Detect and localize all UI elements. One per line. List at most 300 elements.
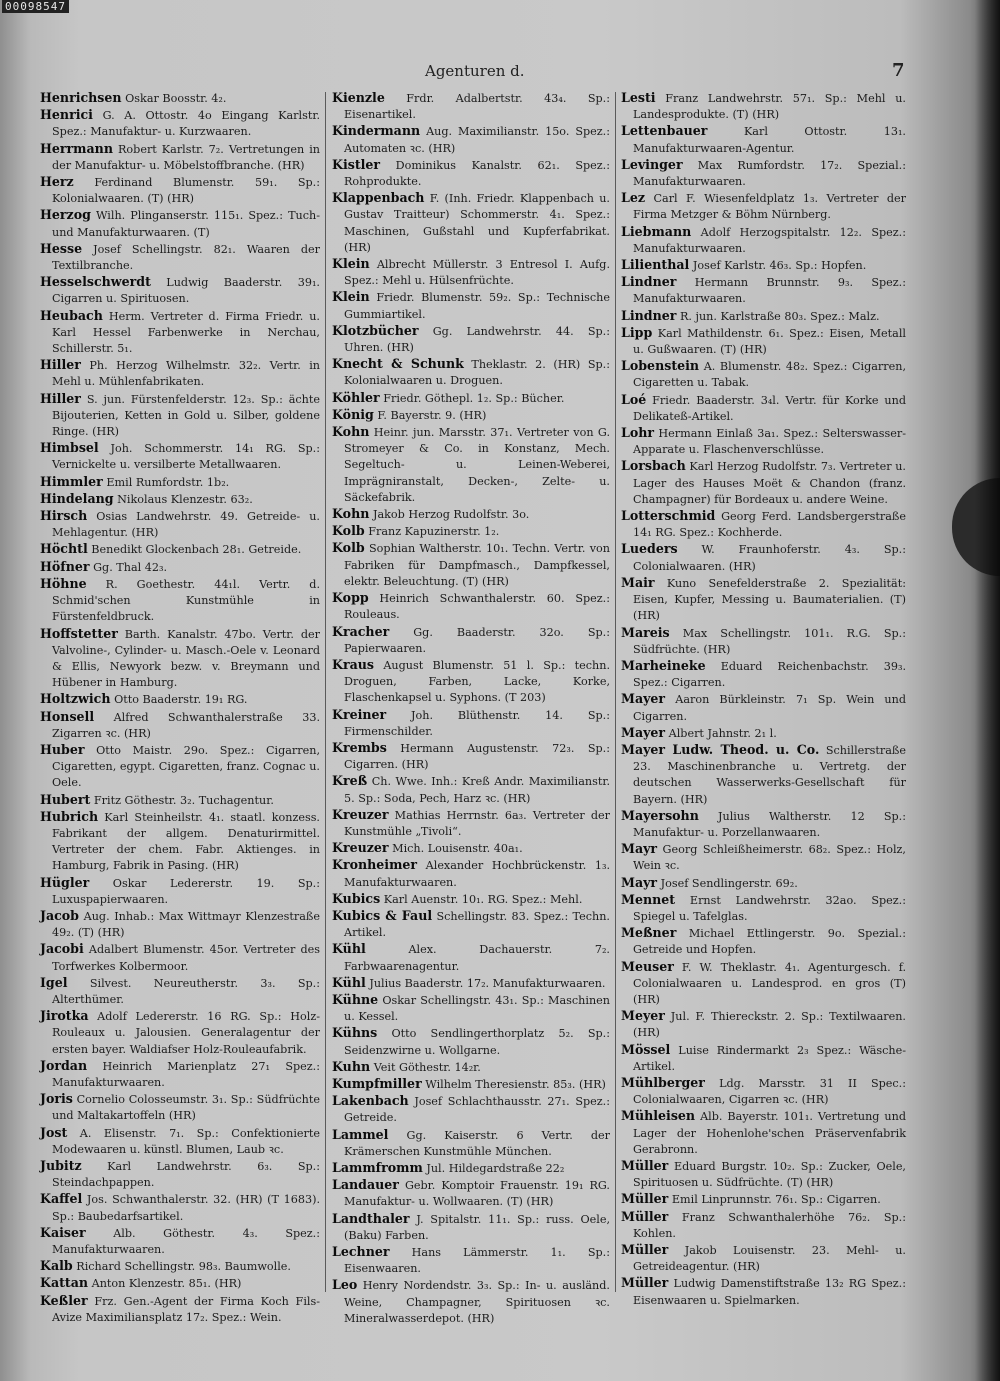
entry-name: Huber [40,741,85,757]
entry-name: Müller [621,1158,669,1173]
directory-entry [332,1076,610,1093]
entry-details: Gg. Baaderstr. 32o. Sp.: Papierwaaren. [344,625,610,655]
entry-name: Landthaler [332,1210,410,1226]
directory-entry [621,190,906,223]
entry-details: Joh. Schommerstr. 14₁ RG. Sp.: Vernickelte u. versilberte Metallwaaren. [52,442,320,472]
entry-details: Schillerstraße 23. Maschinenbranche u. Vertretg. der deutschen Wasserwerks-Gesellschaft für Bayern. (HR) [633,743,906,806]
entry-name: Kracher [332,623,390,639]
directory-entry [621,90,906,123]
directory-entry [40,308,320,358]
directory-entry [40,1091,320,1124]
directory-entry [332,975,610,992]
directory-entry [332,390,610,407]
entry-details: Kuno Senefelderstraße 2. Spezialität: Eisen, Kupfer, Messing u. Baumaterialien. (T) (HR) [633,576,906,623]
entry-details: Gg. Kaiserstr. 6 Vertr. der Krämerschen Kunstmühle München. [344,1128,610,1158]
entry-details: Ferdinand Blumenstr. 59₁. Sp.: Kolonialwaaren. (T) (HR) [52,176,320,206]
entry-name: Lueders [621,541,678,557]
entry-details: Alexander Hochbrückenstr. 1₃. Manufakturwaaren. [344,859,610,889]
entry-name: Liebmann [621,223,692,239]
entry-name: Köhler [332,389,380,405]
entry-name: Kreß [332,773,368,789]
directory-entry [621,1042,906,1075]
entry-details: Mathias Herrnstr. 6a₃. Vertreter der Kunstmühle „Tivoli“. [344,808,610,838]
entry-details: F. Bayerstr. 9. (HR) [377,408,487,422]
entry-details: Wilh. Plinganserstr. 115₁. Spez.: Tuch- und Manufakturwaaren. (T) [52,209,320,239]
entry-name: Henrichsen [40,90,122,105]
entry-details: Karl Herzog Rudolfstr. 7₃. Vertreter u. Lager des Hauses Moët & Chandon (franz. Champagner) für Bordeaux u. andere Weine. [633,460,906,506]
entry-details: Franz Kapuzinerstr. 1₂. [368,525,500,539]
entry-details: J. Spitalstr. 11₁. Sp.: russ. Oele, (Baku) Farben. [344,1212,610,1242]
entry-name: Holtzwich [40,691,111,707]
entry-name: Igel [40,974,68,990]
entry-name: Levinger [621,156,683,172]
directory-entry [332,1244,610,1277]
entry-name: Kattan [40,1275,89,1291]
entry-name: Lettenbauer [621,123,708,139]
directory-entry [621,274,906,307]
directory-entry [621,1008,906,1041]
directory-entry [621,575,906,625]
entry-details: A. Blumenstr. 48₂. Spez.: Cigarren, Cigaretten u. Tabak. [633,360,906,390]
entry-details: Veit Göthestr. 14₂r. [373,1060,481,1074]
directory-entry [332,992,610,1025]
entry-name: Lotterschmid [621,508,716,524]
directory-entry [40,207,320,240]
entry-name: Hiller [40,390,81,406]
entry-name: Kronheimer [332,857,418,873]
directory-entry [332,773,610,806]
directory-entry [621,325,906,358]
entry-name: Meuser [621,958,674,974]
entry-details: Otto Baaderstr. 19₁ RG. [114,693,248,707]
directory-entry [40,691,320,708]
directory-entry [40,391,320,441]
entry-name: Meßner [621,925,677,941]
entry-name: Knecht & Schunk [332,356,464,372]
entry-name: Kumpfmiller [332,1075,422,1091]
entry-details: Josef Schellingstr. 82₁. Waaren der Textilbranche. [52,242,320,273]
directory-entry [332,157,610,190]
directory-entry [332,1093,610,1126]
directory-entry [40,1191,320,1224]
entry-name: Jacob [40,907,79,923]
entry-details: Richard Schellingstr. 98₃. Baumwolle. [76,1260,291,1274]
entry-name: Lez [621,190,646,206]
entry-details: Adalbert Blumenstr. 45or. Vertreter des Torfwerkes Kolbermoor. [52,943,320,973]
entry-name: Mennet [621,891,676,907]
entry-details: August Blumenstr. 51 l. Sp.: techn. Droguen, Farben, Lacke, Korke, Flaschenkapsel u. Syphons. (T 203) [344,658,611,705]
entry-name: Mössel [621,1041,671,1057]
entry-name: Kühne [332,991,379,1007]
directory-entry [621,925,906,958]
directory-entry [332,523,610,540]
entry-details: Wilhelm Theresienstr. 85₃. (HR) [425,1077,606,1091]
entry-details: Karl Auenstr. 10₁. RG. Spez.: Mehl. [383,892,583,906]
directory-entry [40,541,320,558]
directory-entry [332,840,610,857]
entry-details: Friedr. Göthepl. 1₂. Sp.: Bücher. [383,391,565,405]
entry-name: Mayr [621,874,658,890]
directory-entry [40,107,320,140]
directory-entry [332,807,610,840]
entry-details: Ldg. Marsstr. 31 II Spec.: Colonialwaaren, Cigarren ꝛc. (HR) [633,1076,906,1107]
entry-details: Gg. Thal 42₃. [93,560,168,574]
entry-name: Mayersohn [621,807,699,823]
directory-entry [40,559,320,576]
entry-details: W. Fraunhoferstr. 4₃. Sp.: Colonialwaaren. (HR) [633,543,906,573]
entry-name: Himbsel [40,440,99,456]
directory-entry [621,892,906,925]
entry-name: Kühl [332,974,366,990]
entry-details: F. W. Theklastr. 4₁. Agenturgesch. f. Colonialwaaren u. Landesprod. en gros (T) (HR) [633,960,906,1006]
entry-name: Kraus [332,656,374,672]
entry-name: Lobenstein [621,358,700,374]
directory-entry [40,626,320,692]
entry-name: Müller [621,1191,669,1207]
entry-details: A. Elisenstr. 7₁. Sp.: Confektionierte Modewaaren u. künstl. Blumen, Laub ꝛc. [52,1126,320,1156]
entry-details: Heinrich Marienplatz 27₁ Spez.: Manufakturwaaren. [52,1059,320,1089]
entry-name: Höfner [40,558,90,574]
entry-name: Kühns [332,1025,378,1041]
entry-details: Adolf Herzogspitalstr. 12₂. Spez.: Manufakturwaaren. [633,225,906,255]
entry-details: R. jun. Karlstraße 80₃. Spez.: Malz. [679,309,880,323]
entry-details: Friedr. Blumenstr. 59₂. Sp.: Technische Gummiartikel. [344,291,610,321]
entry-details: Josef Schlachthausstr. 27₁. Spez.: Getreide. [344,1095,610,1125]
entry-details: Georg Schleißheimerstr. 68₂. Spez.: Holz, Wein ꝛc. [633,843,906,873]
directory-entry [332,289,610,322]
entry-name: Hirsch [40,508,88,524]
entry-details: Franz Landwehrstr. 57₁. Sp.: Mehl u. Landesprodukte. (T) (HR) [633,92,906,122]
entry-name: Lipp [621,324,653,340]
entry-details: Carl F. Wiesenfeldplatz 1₃. Vertreter der Firma Metzger & Böhm Nürnberg. [633,192,906,222]
directory-entry [621,691,906,724]
entry-name: Herzog [40,207,91,223]
directory-entry [621,725,906,742]
entry-details: Jul. F. Thiereckstr. 2. Sp.: Textilwaaren. (HR) [633,1010,906,1040]
directory-entry [332,941,610,974]
entry-details: Ludwig Baaderstr. 39₁. Cigarren u. Spirituosen. [52,276,320,306]
entry-details: Friedr. Baaderstr. 3₄l. Vertr. für Korke und Delikateß-Artikel. [633,393,906,423]
entry-details: Joh. Blüthenstr. 14. Sp.: Firmenschilder. [344,708,610,738]
entry-details: R. Goethestr. 44₁l. Vertr. d. Schmid'schen Kunstmühle in Fürstenfeldbruck. [52,577,320,624]
directory-entry [332,1059,610,1076]
entry-details: Albrecht Müllerstr. 3 Entresol I. Aufg. Spez.: Mehl u. Hülsenfrüchte. [344,258,610,288]
entry-name: Hoffstetter [40,625,118,641]
entry-name: Meyer [621,1008,665,1024]
directory-entry [621,1158,906,1191]
directory-entry [621,625,906,658]
entry-name: Kreuzer [332,806,389,822]
directory-column-1 [40,90,320,1326]
entry-details: Max Schellingstr. 101₁. R.G. Sp.: Südfrüchte. (HR) [633,626,906,656]
entry-name: Kohn [332,424,370,440]
entry-name: Hubrich [40,808,99,824]
entry-details: S. jun. Fürstenfelderstr. 12₃. Sp.: ächte Bijouterien, Ketten in Gold u. Silber, goldene Ringe. (HR) [52,392,320,439]
entry-details: Robert Karlstr. 7₂. Vertretungen in der Manufaktur- u. Möbelstoffbranche. (HR) [52,142,320,172]
entry-name: Müller [621,1275,669,1291]
entry-name: Klappenbach [332,190,425,206]
entry-details: Alb. Bayerstr. 101₁. Vertretung und Lager der Hohenlohe'schen Präservenfabrik Gerabronn. [633,1110,906,1156]
entry-name: Lammel [332,1126,389,1142]
entry-name: Leo [332,1277,358,1293]
entry-details: Aaron Bürkleinstr. 7₁ Sp. Wein und Cigarren. [633,693,907,723]
entry-name: Kohn [332,506,370,522]
entry-details: Aug. Maximilianstr. 15o. Spez.: Automaten ꝛc. (HR) [344,125,610,155]
directory-column-3 [621,90,906,1309]
directory-entry [332,540,610,590]
entry-name: Kühl [332,941,366,957]
entry-details: G. A. Ottostr. 4o Eingang Karlstr. Spez.: Manufaktur- u. Kurzwaaren. [52,109,320,139]
entry-details: Frz. Gen.-Agent der Firma Koch Fils-Avize Maximiliansplatz 17₂. Spez.: Wein. [52,1294,320,1324]
entry-details: Franz Schwanthalerhöhe 76₂. Sp.: Kohlen. [633,1210,907,1240]
entry-name: Kubics & Faul [332,907,433,923]
directory-entry [40,1008,320,1058]
entry-name: Hesse [40,240,83,256]
entry-name: Krembs [332,739,387,755]
entry-details: Heinrich Schwanthalerstr. 60. Spez.: Rouleaus. [344,592,610,622]
entry-details: Oskar Schellingstr. 43₁. Sp.: Maschinen u. Kessel. [344,993,610,1024]
directory-entry [40,90,320,107]
entry-name: Kaiser [40,1224,86,1240]
entry-details: Otto Maistr. 29o. Spez.: Cigarren, Cigaretten, egypt. Cigaretten, franz. Cognac u. Oele. [52,743,321,790]
entry-name: Müller [621,1208,669,1224]
entry-name: Honsell [40,708,95,724]
entry-details: Frdr. Adalbertstr. 43₄. Sp.: Eisenartikel. [344,92,610,122]
directory-entry [332,891,610,908]
entry-name: Mayer Ludw. Theod. u. Co. [621,741,820,757]
directory-entry [332,707,610,740]
directory-entry [40,1275,320,1292]
directory-entry [40,908,320,941]
entry-details: Heinr. jun. Marsstr. 37₁. Vertreter von G. Stromeyer & Co. in Konstanz, Mech. Segeltuch- u. Leinen-Weberei, Imprägniranstalt, Decken-, Zelte- u. Säckefabrik. [344,426,611,504]
entry-details: Aug. Inhab.: Max Wittmayr Klenzestraße 49₂. (T) (HR) [52,909,320,940]
entry-details: Julius Baaderstr. 17₂. Manufakturwaaren. [369,976,606,990]
directory-entry [40,508,320,541]
directory-entry [40,975,320,1008]
entry-details: Emil Rumfordstr. 1b₂. [106,475,230,489]
entry-details: Alb. Göthestr. 4₃. Spez.: Manufakturwaaren. [52,1226,320,1257]
directory-entry [621,1191,906,1208]
entry-details: Gebr. Komptoir Frauenstr. 19₁ RG. Manufaktur- u. Wollwaaren. (T) (HR) [344,1179,610,1209]
entry-name: Kalb [40,1258,73,1274]
entry-name: Kienzle [332,90,385,105]
entry-details: F. (Inh. Friedr. Klappenbach u. Gustav Traitteur) Schommerstr. 4₁. Spez.: Maschinen, Gußstahl und Kupferfabrikat. (HR) [344,192,610,254]
directory-entry [332,1211,610,1244]
entry-name: Klein [332,256,370,272]
directory-entry [332,256,610,289]
directory-entry [621,123,906,156]
directory-entry [332,908,610,941]
entry-details: Karl Mathildenstr. 6₁. Spez.: Eisen, Metall u. Gußwaaren. (T) (HR) [633,326,906,357]
entry-details: Oskar Boosstr. 4₂. [125,92,227,105]
entry-name: Kolb [332,523,365,539]
entry-details: Ph. Herzog Wilhelmstr. 32₂. Vertr. in Mehl u. Mühlenfabrikaten. [52,359,321,389]
entry-name: Kindermann [332,123,421,139]
entry-details: Alex. Dachauerstr. 7₂. Farbwaarenagentur. [344,943,610,973]
entry-details: Josef Sendlingerstr. 69₂. [660,876,798,890]
directory-entry [40,174,320,207]
entry-details: Ernst Landwehrstr. 32ao. Spez.: Spiegel u. Tafelglas. [633,893,907,923]
entry-name: Höhne [40,575,87,591]
entry-details: Eduard Reichenbachstr. 39₃. Spez.: Cigarren. [633,659,906,690]
running-head: Agenturen d. [425,62,525,80]
entry-name: Höchtl [40,541,88,557]
entry-name: Mayer [621,724,666,740]
entry-details: Osias Landwehrstr. 49. Getreide- u. Mehlagentur. (HR) [52,510,320,540]
entry-name: Mayer [621,691,666,707]
directory-entry [332,1127,610,1160]
entry-details: Schellingstr. 83. Spez.: Techn. Artikel. [344,909,610,940]
entry-details: Otto Sendlingerthorplatz 5₂. Sp.: Seidenzwirne u. Wollgarne. [344,1027,611,1057]
directory-entry [621,508,906,541]
entry-name: Heubach [40,307,103,323]
entry-details: Herm. Vertreter d. Firma Friedr. u. Karl Hessel Farbenwerke in Nerchau, Schillerstr. 5₁. [52,309,320,356]
directory-entry [332,740,610,773]
directory-entry [332,407,610,424]
entry-name: König [332,406,374,422]
entry-details: Barth. Kanalstr. 47bo. Vertr. der Valvoline-, Cylinder- u. Masch.-Oele v. Leonard & Ellis, Newyork bezw. v. Breymann und Hübener in Hamburg. [52,627,320,690]
entry-details: Luise Rindermarkt 2₃ Spez.: Wäsche-Artikel. [633,1043,906,1073]
directory-entry [621,1108,906,1158]
directory-entry [40,742,320,792]
directory-entry [332,657,610,707]
entry-name: Lindner [621,307,677,323]
directory-entry [621,808,906,841]
directory-entry [332,1025,610,1058]
directory-entry [621,425,906,458]
entry-name: Kreuzer [332,840,389,856]
directory-entry [40,491,320,508]
entry-name: Herz [40,174,74,190]
entry-details: Eduard Burgstr. 10₂. Sp.: Zucker, Oele, Spirituosen u. Südfrüchte. (T) (HR) [633,1160,906,1190]
directory-entry [621,541,906,574]
page-edge-shadow [975,0,1000,1381]
entry-details: Sophian Waltherstr. 10₁. Techn. Vertr. von Fabriken für Dampfmasch., Dampfkessel, elektr. Beleuchtung. (T) (HR) [344,542,610,588]
directory-entry [40,440,320,473]
directory-entry [621,658,906,691]
directory-entry [621,257,906,274]
entry-name: Marheineke [621,657,706,673]
entry-details: Benedikt Glockenbach 28₁. Getreide. [91,543,302,557]
entry-name: Lohr [621,425,655,441]
entry-name: Mühleisen [621,1108,696,1124]
directory-entry [621,742,906,808]
entry-name: Lindner [621,274,677,290]
directory-entry [332,624,610,657]
entry-name: Lesti [621,90,656,105]
directory-entry [621,1075,906,1108]
entry-details: Georg Ferd. Landsbergerstraße 14₁ RG. Spez.: Kochherde. [633,510,906,540]
entry-details: Hermann Augustenstr. 72₃. Sp.: Cigarren. (HR) [344,741,611,772]
entry-name: Landauer [332,1177,399,1193]
entry-details: Gg. Landwehrstr. 44. Sp.: Uhren. (HR) [344,324,610,355]
entry-details: Silvest. Neureutherstr. 3₃. Sp.: Alterthümer. [52,976,321,1006]
column-divider [325,92,326,1292]
directory-entry [621,1242,906,1275]
entry-name: Jacobi [40,941,84,957]
entry-name: Herrmann [40,140,113,156]
entry-name: Lorsbach [621,458,686,474]
entry-name: Jost [40,1124,68,1140]
entry-name: Keßler [40,1292,88,1308]
entry-name: Kubics [332,890,381,906]
directory-entry [332,857,610,890]
entry-name: Kuhn [332,1058,371,1074]
directory-entry [621,959,906,1009]
entry-details: Ch. Wwe. Inh.: Kreß Andr. Maximilianstr. 5. Sp.: Soda, Pech, Harz ꝛc. (HR) [344,775,610,805]
directory-entry [621,224,906,257]
entry-details: Oskar Ledererstr. 19. Sp.: Luxuspapierwaaren. [52,876,320,906]
entry-details: Adolf Ledererstr. 16 RG. Sp.: Holz-Rouleaux u. Jalousien. Generalagentur der ersten bayer. Waldiafser Holz-Rouleaufabrik. [52,1010,320,1056]
directory-entry [332,323,610,356]
scan-id-label: 00098547 [2,0,69,13]
entry-name: Jirotka [40,1008,89,1024]
entry-details: Julius Waltherstr. 12 Sp.: Manufaktur- u. Porzellanwaaren. [633,809,907,839]
entry-details: Alfred Schwanthalerstraße 33. Zigarren ꝛc. (HR) [52,710,321,740]
directory-entry [40,1158,320,1191]
directory-entry [332,1177,610,1210]
entry-name: Henrici [40,107,93,123]
entry-name: Lammfromm [332,1160,423,1175]
directory-entry [40,792,320,809]
directory-entry [332,424,610,506]
entry-details: Hermann Einlaß 3a₁. Spez.: Selterswasser-Apparate u. Flaschenverschlüsse. [633,427,906,457]
entry-details: Michael Ettlingerstr. 9o. Spezial.: Getreide und Hopfen. [633,927,906,957]
directory-entry [40,1258,320,1275]
entry-details: Albert Jahnstr. 2₁ l. [668,726,777,740]
entry-name: Lakenbach [332,1093,409,1109]
directory-entry [621,458,906,508]
entry-details: Fritz Göthestr. 3₂. Tuchagentur. [93,793,274,807]
entry-details: Cornelio Colosseumstr. 3₁. Sp.: Südfrüchte und Maltakartoffeln (HR) [52,1093,320,1123]
entry-details: Karl Steinheilstr. 4₁. staatl. konzess. Fabrikant der allgem. Denaturirmittel. Vertreter der chem. Fabr. Aktienges. in Hamburg, Fabrik in Pasing. (HR) [52,810,320,873]
directory-entry [332,123,610,156]
directory-entry [621,308,906,325]
page-number: 7 [892,60,905,81]
directory-entry [40,1293,320,1326]
entry-name: Joris [40,1091,73,1107]
directory-column-2 [332,90,610,1327]
directory-entry [621,358,906,391]
directory-entry [332,590,610,623]
entry-name: Klotzbücher [332,322,419,338]
directory-entry [332,1160,610,1177]
entry-details: Max Rumfordstr. 17₂. Spezial.: Manufakturwaaren. [633,158,906,189]
directory-entry [332,356,610,389]
directory-entry [621,157,906,190]
column-divider [615,92,616,1292]
entry-name: Jubitz [40,1158,82,1173]
entry-name: Himmler [40,473,103,489]
directory-entry [621,1209,906,1242]
entry-name: Mair [621,574,655,590]
entry-details: Hans Lämmerstr. 1₁. Sp.: Eisenwaaren. [344,1246,610,1276]
entry-details: Nikolaus Klenzestr. 63₂. [117,492,253,506]
directory-entry [40,809,320,875]
entry-name: Mayr [621,841,658,857]
directory-entry [621,841,906,874]
entry-details: Anton Klenzestr. 85₁. (HR) [91,1277,242,1291]
entry-details: Jul. Hildegardstraße 22₂ [426,1162,565,1175]
directory-entry [621,875,906,892]
entry-name: Klein [332,289,370,305]
directory-entry [332,1277,610,1327]
directory-entry [40,141,320,174]
entry-name: Jordan [40,1057,88,1073]
directory-entry [40,709,320,742]
entry-details: Jos. Schwanthalerstr. 32. (HR) (T 1683). Sp.: Baubedarfsartikel. [52,1193,320,1223]
directory-entry [621,392,906,425]
